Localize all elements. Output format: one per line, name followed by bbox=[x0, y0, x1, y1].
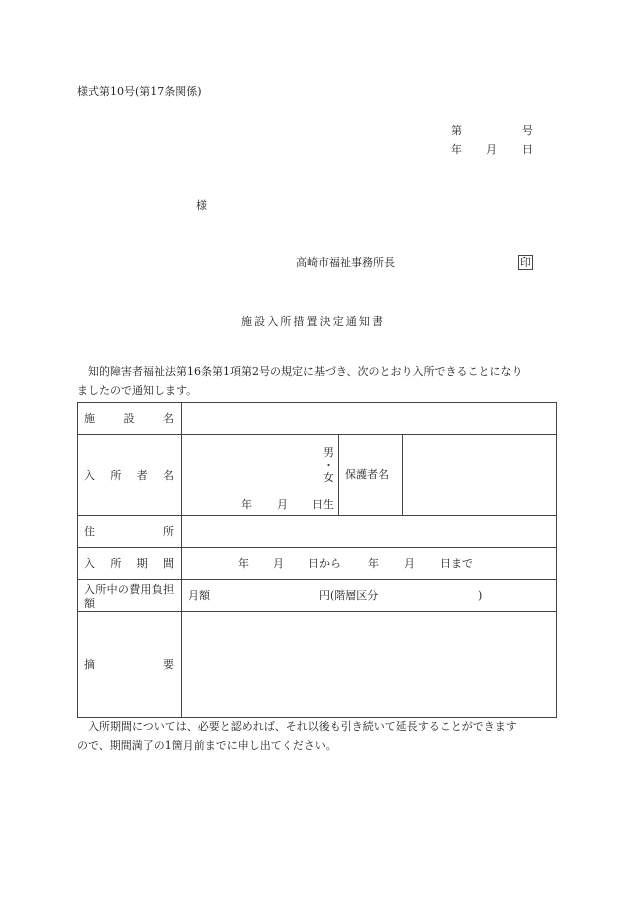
period-from-day: 日から bbox=[308, 557, 341, 570]
footer-line-2: ので、期間満了の1箇月前までに申し出てください。 bbox=[77, 739, 337, 752]
guardian-label: 保護者名 bbox=[339, 435, 403, 516]
birth-month: 月 bbox=[277, 498, 288, 511]
period-label: 入 所 期 間 bbox=[78, 548, 182, 580]
summary-row bbox=[78, 612, 557, 718]
summary-label: 摘 要 bbox=[78, 612, 182, 718]
sex-male: 男 bbox=[323, 446, 334, 459]
address-row bbox=[78, 516, 557, 548]
facility-value bbox=[182, 403, 557, 435]
footer-paragraph bbox=[77, 717, 559, 755]
cost-row bbox=[78, 580, 557, 612]
period-value bbox=[182, 548, 557, 580]
close-paren: ) bbox=[478, 589, 483, 602]
resident-row bbox=[78, 435, 557, 516]
date-year: 年 bbox=[451, 143, 462, 156]
period-to-day: 日まで bbox=[440, 557, 473, 570]
monthly-label: 月額 bbox=[188, 589, 210, 602]
guardian-value bbox=[403, 435, 557, 516]
cost-label: 入所中の費用負担額 bbox=[78, 580, 182, 612]
period-to-month: 月 bbox=[404, 557, 415, 570]
number-dai: 第 bbox=[451, 124, 462, 137]
date-month: 月 bbox=[486, 143, 497, 156]
addressee-suffix: 様 bbox=[196, 199, 207, 212]
birth-day: 日生 bbox=[312, 498, 334, 511]
facility-row bbox=[78, 403, 557, 435]
cost-value bbox=[182, 580, 557, 612]
period-from-month: 月 bbox=[273, 557, 284, 570]
number-go: 号 bbox=[522, 124, 533, 137]
address-value bbox=[182, 516, 557, 548]
seal-mark bbox=[518, 255, 533, 270]
form-number: 様式第10号(第17条関係) bbox=[77, 85, 202, 98]
period-row bbox=[78, 548, 557, 580]
form-table bbox=[77, 402, 557, 718]
facility-label: 施 設 名 bbox=[78, 403, 182, 435]
resident-value bbox=[182, 435, 339, 516]
issuer-name: 高崎市福祉事務所長 bbox=[296, 256, 395, 269]
intro-line-1: 知的障害者福祉法第16条第1項第2号の規定に基づき、次のとおり入所できることになり bbox=[88, 365, 523, 378]
intro-line-2: ましたので通知します。 bbox=[77, 384, 198, 397]
birth-year: 年 bbox=[241, 498, 252, 511]
period-from-year: 年 bbox=[238, 557, 249, 570]
address-label: 住 所 bbox=[78, 516, 182, 548]
document-title: 施設入所措置決定通知書 bbox=[241, 315, 386, 328]
date-day: 日 bbox=[522, 143, 533, 156]
summary-value bbox=[182, 612, 557, 718]
resident-label: 入 所 者 名 bbox=[78, 435, 182, 516]
period-to-year: 年 bbox=[368, 557, 379, 570]
seal-text: 印 bbox=[520, 256, 531, 269]
intro-paragraph bbox=[77, 362, 559, 400]
sex-female: 女 bbox=[323, 471, 334, 484]
sex-dot: ・ bbox=[323, 459, 334, 472]
footer-line-1: 入所期間については、必要と認めれば、それ以後も引き続いて延長することができます bbox=[88, 720, 517, 733]
yen-tier-label: 円(階層区分 bbox=[319, 589, 379, 602]
